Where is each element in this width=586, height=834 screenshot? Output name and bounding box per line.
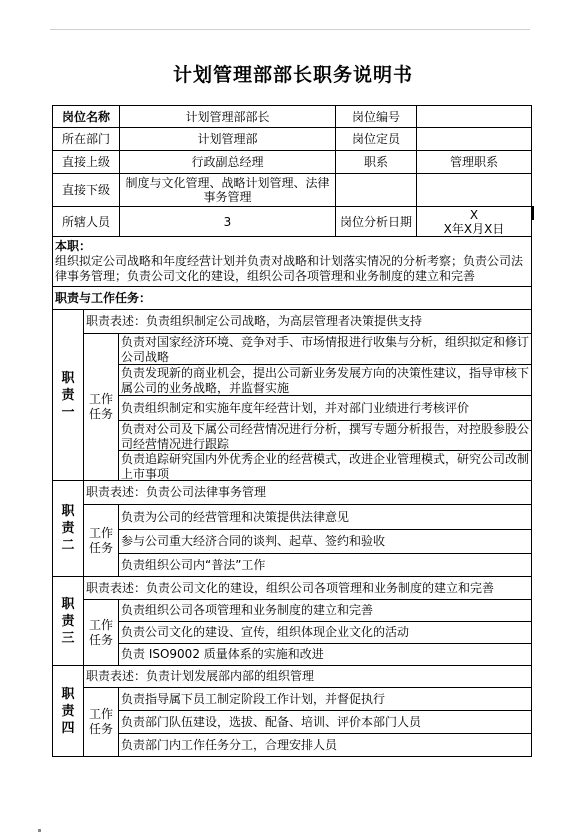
- duty-4-task: 负责部门队伍建设，选拔、配备、培训、评价本部门人员: [118, 710, 532, 734]
- duty-1-statement: 职责表述：负责组织制定公司战略，为高层管理者决策提供支持: [83, 309, 532, 334]
- department-label: 所在部门: [52, 127, 120, 151]
- duty-1-task: 负责追踪研究国内外优秀企业的经营模式，改进企业管理模式，研究公司改制上市事项: [118, 450, 532, 481]
- analysis-date-value: [416, 206, 532, 237]
- empty-cell: [335, 173, 417, 207]
- headcount-label: 岗位定员: [335, 127, 417, 151]
- headcount-value: [416, 127, 532, 151]
- duty-1-task: 负责组织制定和实施年度年经营计划，并对部门业绩进行考核评价: [118, 395, 532, 421]
- duty-2-task: 负责组织公司内“普法”工作: [118, 553, 532, 577]
- duty-1-task: 负责对公司及下属公司经营情况进行分析，撰写专题分析报告，对控股参股公司经营情况进行跟踪: [118, 420, 532, 451]
- duty-3-task-label: 工作任务: [83, 599, 119, 666]
- duty-4-task: 负责指导属下员工制定阶段工作计划，并督促执行: [118, 687, 532, 711]
- duty-2-task: 参与公司重大经济合同的谈判、起草、签约和验收: [118, 529, 532, 554]
- duty-1-task-label: 工作任务: [83, 333, 119, 481]
- position-name-label: 岗位名称: [52, 105, 120, 128]
- duties-header: 职责与工作任务：: [52, 286, 532, 310]
- duty-3-task: 负责 ISO9002 质量体系的实施和改进: [118, 643, 532, 666]
- duty-4-task-label: 工作任务: [83, 687, 119, 757]
- top-rule: [50, 29, 530, 30]
- position-name-value: 计划管理部部长: [119, 105, 336, 128]
- subordinate-value: 制度与文化管理、战略计划管理、法律事务管理: [119, 173, 336, 207]
- summary-text: 组织拟定公司战略和年度经营计划并负责对战略和计划落实情况的分析考察；负责公司法律事务管理；负责公司文化的建设，组织公司各项管理和业务制度的建立和完善: [55, 254, 524, 283]
- staff-label: 所辖人员: [52, 206, 120, 237]
- position-no-label: 岗位编号: [335, 105, 417, 128]
- rank-value: 管理职系: [416, 150, 532, 174]
- duty-4-task: 负责部门内工作任务分工，合理安排人员: [118, 733, 532, 757]
- analysis-date-line2: X年X月X日: [443, 221, 505, 236]
- duty-1-task: 负责对国家经济环境、竞争对手、市场情报进行收集与分析，组织拟定和修订公司战略: [118, 333, 532, 365]
- duty-2-task-label: 工作任务: [83, 504, 119, 577]
- duty-3-task: 负责公司文化的建设、宣传，组织体现企业文化的活动: [118, 621, 532, 644]
- summary-label: 本职：: [55, 239, 92, 253]
- superior-value: 行政副总经理: [119, 150, 336, 174]
- summary-section: [52, 236, 532, 287]
- empty-cell: [416, 173, 532, 207]
- subordinate-label: 直接下级: [52, 173, 120, 207]
- superior-label: 直接上级: [52, 150, 120, 174]
- analysis-date-line1: X: [469, 207, 479, 222]
- position-no-value: [416, 105, 532, 128]
- department-value: 计划管理部: [119, 127, 336, 151]
- document-title: 计划管理部部长职务说明书: [172, 64, 413, 86]
- staff-value: 3: [119, 206, 336, 237]
- duty-1-label: 职责一: [52, 309, 84, 481]
- duty-1-task: 负责发现新的商业机会，提出公司新业务发展方向的决策性建议，指导审核下属公司的业务战略，并监督实施: [118, 364, 532, 396]
- duty-4-label: 职责四: [52, 665, 84, 757]
- duty-3-label: 职责三: [52, 576, 84, 666]
- text-cursor: [532, 206, 534, 220]
- duty-3-statement: 职责表述：负责公司文化的建设，组织公司各项管理和业务制度的建立和完善: [83, 576, 532, 600]
- rank-label: 职系: [335, 150, 417, 174]
- duty-2-statement: 职责表述：负责公司法律事务管理: [83, 480, 532, 505]
- duty-2-task: 负责为公司的经营管理和决策提供法律意见: [118, 504, 532, 530]
- duty-3-task: 负责组织公司各项管理和业务制度的建立和完善: [118, 599, 532, 622]
- duty-2-label: 职责二: [52, 480, 84, 577]
- duty-4-statement: 职责表述：负责计划发展部内部的组织管理: [83, 665, 532, 688]
- analysis-date-label: 岗位分析日期: [335, 206, 417, 237]
- page-corner-mark: [38, 829, 41, 832]
